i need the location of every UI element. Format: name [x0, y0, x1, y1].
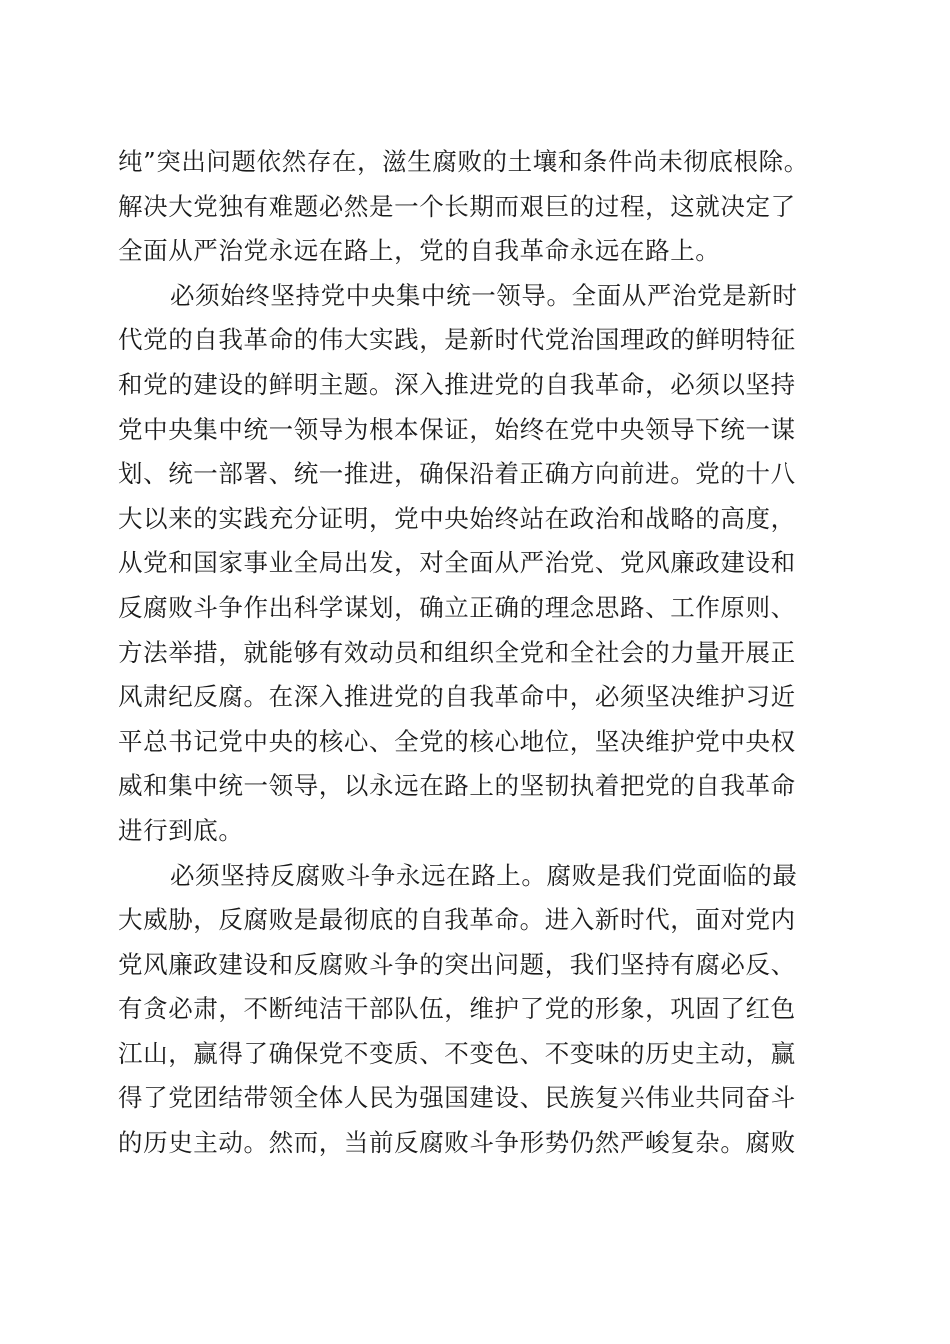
text-line: 代党的自我革命的伟大实践，是新时代党治国理政的鲜明特征 [118, 325, 796, 355]
text-line: 有贪必肃，不断纯洁干部队伍，维护了党的形象，巩固了红色 [118, 994, 796, 1024]
text-line: 大威胁，反腐败是最彻底的自我革命。进入新时代，面对党内 [118, 905, 796, 935]
text-line: 反腐败斗争作出科学谋划，确立正确的理念思路、工作原则、 [118, 592, 796, 622]
body-text [118, 140, 838, 1166]
text-line: 的历史主动。然而，当前反腐败斗争形势仍然严峻复杂。腐败 [118, 1128, 796, 1158]
text-line: 从党和国家事业全局出发，对全面从严治党、党风廉政建设和 [118, 548, 796, 578]
text-line: 全面从严治党永远在路上，党的自我革命永远在路上。 [118, 236, 721, 266]
text-line: 方法举措，就能够有效动员和组织全党和全社会的力量开展正 [118, 637, 796, 667]
text-line: 平总书记党中央的核心、全党的核心地位，坚决维护党中央权 [118, 726, 796, 756]
paragraph-first-line: 必须始终坚持党中央集中统一领导。全面从严治党是新时 [170, 280, 798, 310]
text-line: 纯”突出问题依然存在，滋生腐败的土壤和条件尚未彻底根除。 [118, 147, 809, 176]
paragraph-first-line: 必须坚持反腐败斗争永远在路上。腐败是我们党面临的最 [170, 860, 798, 890]
text-line: 江山，赢得了确保党不变质、不变色、不变味的历史主动，赢 [118, 1038, 796, 1068]
text-line: 党中央集中统一领导为根本保证，始终在党中央领导下统一谋 [118, 414, 796, 444]
text-line: 解决大党独有难题必然是一个长期而艰巨的过程，这就决定了 [118, 191, 796, 221]
text-line: 得了党团结带领全体人民为强国建设、民族复兴伟业共同奋斗 [118, 1083, 796, 1113]
text-line: 划、统一部署、统一推进，确保沿着正确方向前进。党的十八 [118, 459, 796, 489]
text-line: 党风廉政建设和反腐败斗争的突出问题，我们坚持有腐必反、 [118, 949, 796, 979]
text-line: 进行到底。 [118, 815, 244, 845]
text-line: 威和集中统一领导，以永远在路上的坚韧执着把党的自我革命 [118, 771, 796, 801]
text-line: 大以来的实践充分证明，党中央始终站在政治和战略的高度， [118, 503, 796, 533]
text-line: 风肃纪反腐。在深入推进党的自我革命中，必须坚决维护习近 [118, 682, 796, 712]
text-line: 和党的建设的鲜明主题。深入推进党的自我革命，必须以坚持 [118, 369, 796, 399]
